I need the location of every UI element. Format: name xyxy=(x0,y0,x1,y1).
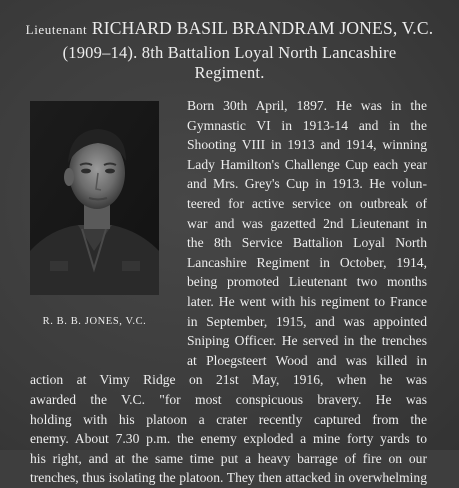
body-line: Lady Hamilton's Challenge Cup each year xyxy=(187,157,427,172)
rank-label: Lieutenant xyxy=(25,22,88,37)
body-line: enemy. About 7.30 p.m. the enemy exploded a mine forty yards to xyxy=(30,431,427,446)
body-line: trenches, thus isolating the platoon. They then attacked in overwhelming xyxy=(30,470,427,485)
body-line: at Ploegsteert Wood and was killed in xyxy=(187,353,427,368)
officer-name: RICHARD BASIL BRANDRAM JONES, V.C. xyxy=(91,18,434,38)
body-line: his right, and at the same time put a heavy barrage of fire on our xyxy=(30,451,427,466)
body-line: Lancashire Regiment in October, 1914, xyxy=(187,255,427,270)
entry-title xyxy=(0,18,459,39)
body-line: and Mrs. Grey's Cup in 1913. He volun- xyxy=(187,176,427,191)
body-line: being promoted Lieutenant two months xyxy=(187,274,427,289)
photo-caption: R. B. B. JONES, V.C. xyxy=(42,316,147,327)
entry-subtitle: (1909–14). 8th Battalion Loyal North Lancashire xyxy=(62,43,397,62)
body-line: teered for active service on outbreak of xyxy=(187,196,427,211)
body-line: Shooting VIII in 1913 and 1914, winning xyxy=(187,137,427,152)
body-line: the 8th Service Battalion Loyal North xyxy=(187,235,427,250)
body-line: Gymnastic VI in 1913-14 and in the xyxy=(187,118,427,133)
body-line: war and was gazetted 2nd Lieutenant in xyxy=(187,216,427,231)
body-line: later. He went with his regiment to France xyxy=(187,294,427,309)
body-line: Sniping Officer. He served in the trenches xyxy=(187,333,427,348)
body-line: Born 30th April, 1897. He was in the xyxy=(187,98,427,113)
body-line: action at Vimy Ridge on 21st May, 1916, when he was xyxy=(30,372,427,387)
entry-subtitle-continued: Regiment. xyxy=(194,63,265,82)
body-line: awarded the V.C. "for most conspicuous bravery. He was xyxy=(30,392,427,407)
portrait-photo xyxy=(30,101,159,295)
body-line: holding with his platoon a crater recently captured from the xyxy=(30,412,427,427)
body-line: in September, 1915, and was appointed xyxy=(187,314,427,329)
